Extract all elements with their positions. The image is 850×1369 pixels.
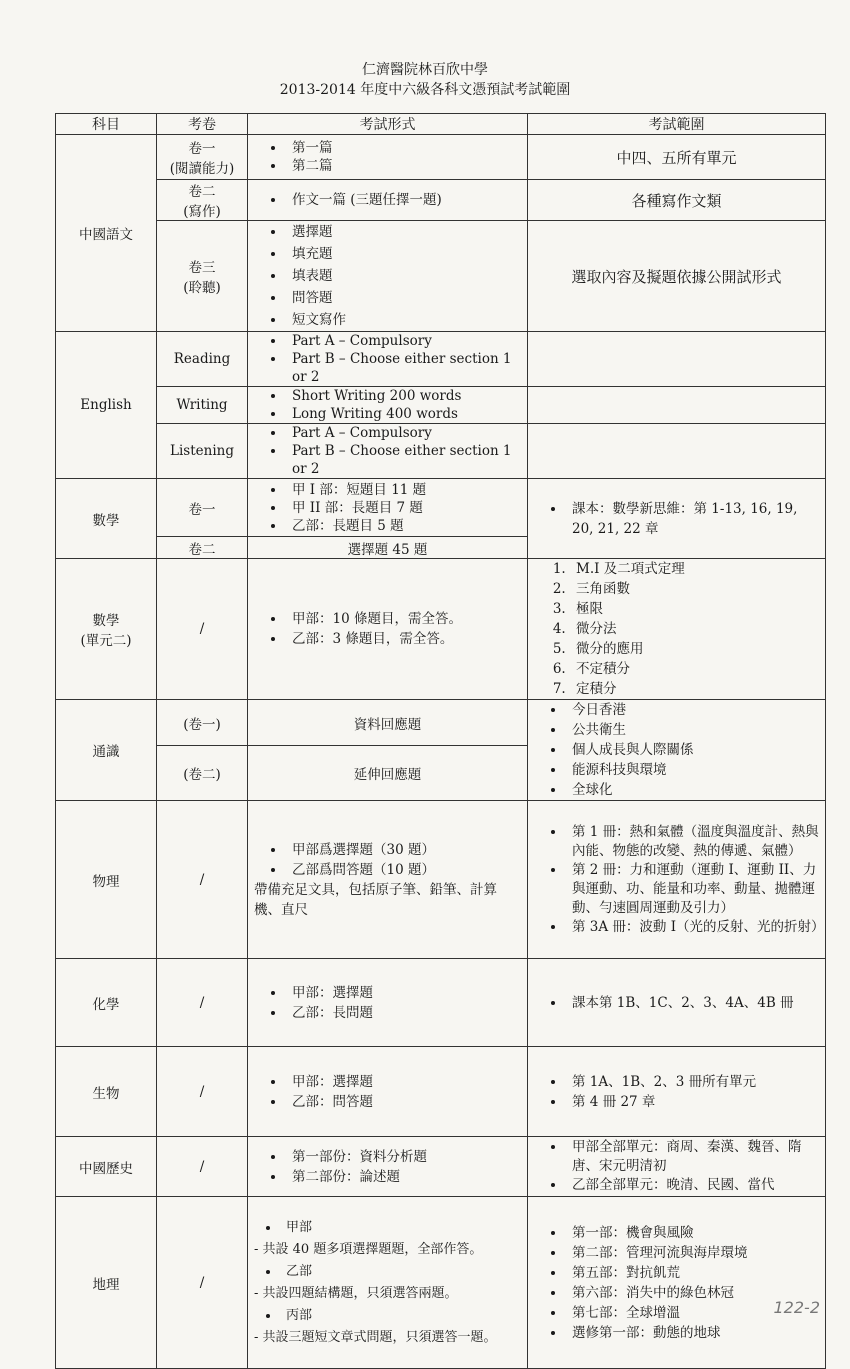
list-item: • 乙部 xyxy=(280,1261,521,1283)
header-scope: 考試範圍 xyxy=(528,114,826,135)
format-cell xyxy=(248,221,528,332)
format-cell xyxy=(248,424,528,479)
paper-cell: (卷二) xyxy=(157,746,248,801)
list-item: • 乙部爲問答題（10 題） xyxy=(286,860,521,880)
scope-cell xyxy=(528,387,826,424)
format-cell: 資料回應題 xyxy=(248,700,528,746)
list-item: • 第一篇 xyxy=(286,139,521,157)
format-cell xyxy=(248,1197,528,1369)
list-item: • Short Writing 200 words xyxy=(286,387,521,405)
table-header-row xyxy=(56,114,826,135)
list-item: 4. 微分法 xyxy=(570,619,819,639)
scope-cell xyxy=(528,332,826,387)
scope-cell xyxy=(528,1137,826,1197)
paper-cell: / xyxy=(157,1137,248,1197)
subject-ls: 通識 xyxy=(56,700,157,801)
scope-cell: 選取內容及擬題依據公開試形式 xyxy=(528,221,826,332)
scope-cell xyxy=(528,801,826,959)
header-subject: 科目 xyxy=(56,114,157,135)
paper-cell: 卷三 (聆聽) xyxy=(157,221,248,332)
paper-cell: / xyxy=(157,1047,248,1137)
list-item: • 甲部爲選擇題（30 題） xyxy=(286,840,521,860)
table-row xyxy=(56,135,826,180)
list-item: • Long Writing 400 words xyxy=(286,405,521,423)
scope-cell xyxy=(528,559,826,700)
list-item: • 乙部：3 條題目，需全答。 xyxy=(286,629,521,649)
list-item: 7. 定積分 xyxy=(570,679,819,699)
list-item: • 選擇題 xyxy=(286,221,521,243)
list-item: • 甲 II 部：長題目 7 題 xyxy=(286,499,521,517)
list-item: • 乙部：長題目 5 題 xyxy=(286,517,521,535)
list-item: • 填充題 xyxy=(286,243,521,265)
paper-cell: 卷二 xyxy=(157,537,248,559)
list-item: • 甲部：10 條題目，需全答。 xyxy=(286,609,521,629)
format-cell xyxy=(248,479,528,537)
list-item: 6. 不定積分 xyxy=(570,659,819,679)
list-item: • 第五部：對抗飢荒 xyxy=(566,1263,819,1283)
list-item: • Part A – Compulsory xyxy=(286,332,521,350)
geo-desc-c: - 共設三題短文章式問題，只須選答一題。 xyxy=(254,1329,497,1345)
list-item: • 乙部：問答題 xyxy=(286,1092,521,1112)
list-item: • 公共衛生 xyxy=(566,720,819,740)
subject-history: 中國歷史 xyxy=(56,1137,157,1197)
table-row xyxy=(56,1137,826,1197)
list-item: • 第 1A、1B、2、3 冊所有單元 xyxy=(566,1072,819,1092)
paper-cell: 卷二 (寫作) xyxy=(157,180,248,221)
scope-cell xyxy=(528,479,826,559)
scope-cell xyxy=(528,959,826,1047)
list-item: 2. 三角函數 xyxy=(570,579,819,599)
list-item: • 問答題 xyxy=(286,287,521,309)
list-item: • 第六部：消失中的綠色林冠 xyxy=(566,1283,819,1303)
handwritten-page-number: 122-2 xyxy=(773,1298,820,1317)
scope-cell xyxy=(528,424,826,479)
document-title: 2013-2014 年度中六級各科文憑預試考試範圍 xyxy=(279,82,571,98)
format-cell xyxy=(248,959,528,1047)
subject-math: 數學 xyxy=(56,479,157,559)
list-item: • 能源科技與環境 xyxy=(566,760,819,780)
format-cell xyxy=(248,332,528,387)
table-row xyxy=(56,387,826,424)
geo-desc-b: - 共設四題結構題，只須選答兩題。 xyxy=(254,1285,458,1301)
table-row xyxy=(56,700,826,746)
list-item: • 丙部 xyxy=(280,1305,521,1327)
subject-physics: 物理 xyxy=(56,801,157,959)
subject-chem: 化學 xyxy=(56,959,157,1047)
list-item: • 甲 I 部：短題目 11 題 xyxy=(286,481,521,499)
list-item: • 全球化 xyxy=(566,780,819,800)
format-cell xyxy=(248,180,528,221)
table-row xyxy=(56,424,826,479)
scope-cell xyxy=(528,1047,826,1137)
list-item: • 第一部份：資料分析題 xyxy=(286,1147,521,1167)
list-item: 1. M.I 及二項式定理 xyxy=(570,559,819,579)
list-item: • 第 2 冊：力和運動（運動 I、運動 II、力與運動、功、能量和功率、動量、拋體運動、勻速圓周運動及引力） xyxy=(566,861,819,918)
list-item: • 甲部：選擇題 xyxy=(286,983,521,1003)
list-item: • Part B – Choose either section 1 or 2 xyxy=(286,350,521,386)
list-item: • 第二部份：論述題 xyxy=(286,1167,521,1187)
list-item: • 乙部全部單元：晚清、民國、當代 xyxy=(566,1176,819,1195)
scope-cell xyxy=(528,700,826,801)
scope-cell: 中四、五所有單元 xyxy=(528,135,826,180)
subject-m2: 數學 (單元二) xyxy=(56,559,157,700)
scope-cell xyxy=(528,1197,826,1369)
subject-bio: 生物 xyxy=(56,1047,157,1137)
paper-cell: / xyxy=(157,559,248,700)
list-item: • 第七部：全球增溫 xyxy=(566,1303,819,1323)
list-item: • 乙部：長問題 xyxy=(286,1003,521,1023)
exam-scope-table xyxy=(55,113,826,1369)
subject-english: English xyxy=(56,332,157,479)
list-item: • 選修第一部：動態的地球 xyxy=(566,1323,819,1343)
format-cell xyxy=(248,135,528,180)
list-item: • 第二篇 xyxy=(286,157,521,175)
table-row xyxy=(56,332,826,387)
format-cell xyxy=(248,1137,528,1197)
table-row xyxy=(56,221,826,332)
list-item: • 課本：數學新思維：第 1-13, 16, 19, 20, 21, 22 章 xyxy=(566,499,819,539)
list-item: • 作文一篇 (三題任擇一題) xyxy=(286,191,521,209)
paper-cell: Writing xyxy=(157,387,248,424)
document-header xyxy=(0,60,850,100)
subject-geo: 地理 xyxy=(56,1197,157,1369)
table-row xyxy=(56,559,826,700)
format-cell xyxy=(248,387,528,424)
list-item: • 今日香港 xyxy=(566,700,819,720)
list-item: • 第一部：機會與風險 xyxy=(566,1223,819,1243)
list-item: 5. 微分的應用 xyxy=(570,639,819,659)
paper-cell: (卷一) xyxy=(157,700,248,746)
paper-cell: 卷一 xyxy=(157,479,248,537)
table-row xyxy=(56,801,826,959)
list-item: • 短文寫作 xyxy=(286,309,521,331)
list-item: • 課本第 1B、1C、2、3、4A、4B 冊 xyxy=(566,993,819,1013)
list-item: • 填表題 xyxy=(286,265,521,287)
subject-chinese: 中國語文 xyxy=(56,135,157,332)
table-row xyxy=(56,1047,826,1137)
list-item: • 甲部 xyxy=(280,1217,521,1239)
paper-cell: / xyxy=(157,959,248,1047)
table-row xyxy=(56,479,826,537)
physics-note: 帶備充足文具，包括原子筆、鉛筆、計算機、直尺 xyxy=(254,881,497,918)
paper-cell: Reading xyxy=(157,332,248,387)
table-row xyxy=(56,180,826,221)
paper-cell: 卷一 (閱讀能力) xyxy=(157,135,248,180)
format-cell: 延伸回應題 xyxy=(248,746,528,801)
paper-cell: / xyxy=(157,801,248,959)
paper-cell: / xyxy=(157,1197,248,1369)
header-paper: 考卷 xyxy=(157,114,248,135)
list-item: • 甲部全部單元：商周、秦漢、魏晉、隋唐、宋元明清初 xyxy=(566,1138,819,1176)
table-row xyxy=(56,1197,826,1369)
format-cell xyxy=(248,801,528,959)
geo-desc-a: - 共設 40 題多項選擇題題，全部作答。 xyxy=(254,1241,483,1257)
scope-cell: 各種寫作文類 xyxy=(528,180,826,221)
list-item: • 個人成長與人際關係 xyxy=(566,740,819,760)
school-name: 仁濟醫院林百欣中學 xyxy=(362,62,488,78)
header-format: 考試形式 xyxy=(248,114,528,135)
list-item: • Part A – Compulsory xyxy=(286,424,521,442)
list-item: • 第 1 冊：熱和氣體（溫度與溫度計、熱與內能、物態的改變、熱的傳遞、氣體） xyxy=(566,823,819,861)
list-item: • Part B – Choose either section 1 or 2 xyxy=(286,442,521,478)
format-cell xyxy=(248,1047,528,1137)
table-row xyxy=(56,959,826,1047)
format-cell xyxy=(248,559,528,700)
list-item: • 甲部：選擇題 xyxy=(286,1072,521,1092)
list-item: • 第二部：管理河流與海岸環境 xyxy=(566,1243,819,1263)
paper-cell: Listening xyxy=(157,424,248,479)
list-item: 3. 極限 xyxy=(570,599,819,619)
format-cell: 選擇題 45 題 xyxy=(248,537,528,559)
list-item: • 第 3A 冊：波動 I（光的反射、光的折射） xyxy=(566,918,819,937)
list-item: • 第 4 冊 27 章 xyxy=(566,1092,819,1112)
